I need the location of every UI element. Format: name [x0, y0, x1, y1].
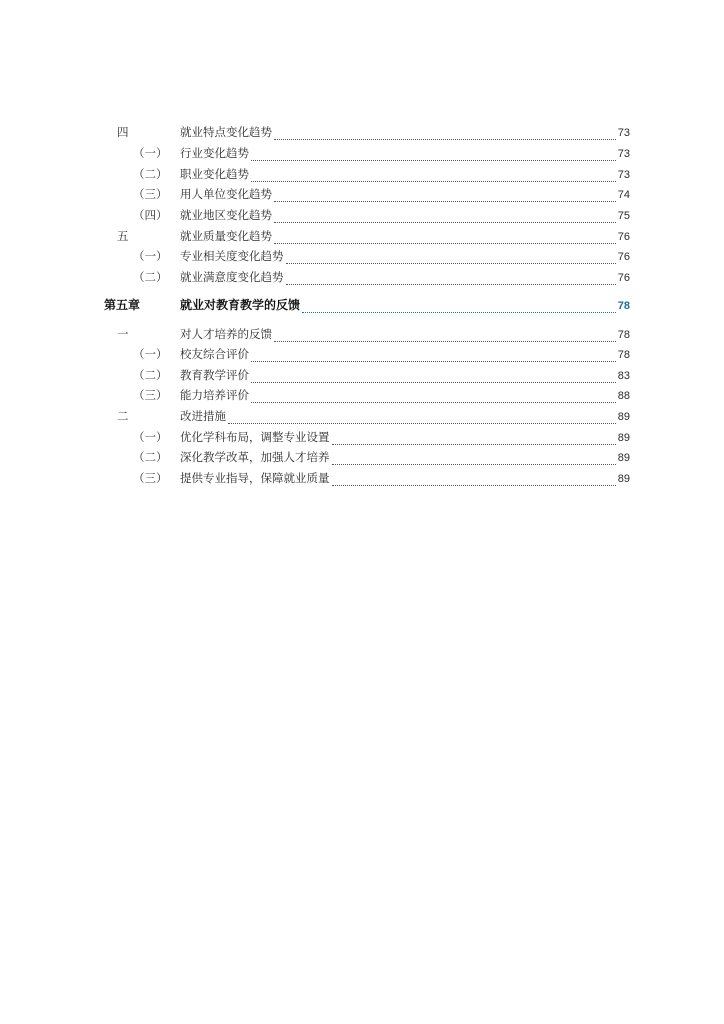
toc-entry-number: （三） — [133, 471, 168, 485]
toc-entry-page: 73 — [617, 127, 630, 139]
dot-leader — [274, 233, 616, 244]
toc-entry-page: 88 — [617, 390, 630, 402]
toc-entry-title: 就业特点变化趋势 — [180, 125, 272, 139]
dot-leader — [251, 171, 616, 182]
toc-entry-page: 73 — [617, 169, 630, 181]
toc-chapter-page: 78 — [617, 300, 630, 312]
toc-entry-title: 就业质量变化趋势 — [180, 229, 272, 243]
toc-entry-number: （三） — [133, 388, 168, 402]
toc-entry-section-1[interactable] — [0, 325, 724, 343]
toc-entry-title: 教育教学评价 — [180, 368, 249, 382]
dot-leader — [274, 331, 616, 342]
toc-entry-number: （一） — [133, 146, 168, 160]
toc-entry-5-2[interactable] — [0, 268, 724, 286]
toc-entry-title: 深化教学改革，加强人才培养 — [180, 450, 330, 464]
toc-entry-page: 89 — [617, 432, 630, 444]
toc-entry-number: （二） — [133, 270, 168, 284]
toc-entry-page: 89 — [617, 473, 630, 485]
toc-entry-title: 校友综合评价 — [180, 347, 249, 361]
toc-entry-1-2[interactable] — [0, 366, 724, 384]
toc-entry-title: 对人才培养的反馈 — [180, 327, 272, 341]
toc-entry-number: （二） — [133, 167, 168, 181]
dot-leader — [251, 372, 616, 383]
toc-entry-page: 76 — [617, 231, 630, 243]
toc-entry-section-4[interactable] — [0, 123, 724, 141]
toc-entry-2-2[interactable] — [0, 448, 724, 466]
toc-entry-page: 75 — [617, 210, 630, 222]
toc-entry-page: 78 — [617, 349, 630, 361]
toc-entry-section-5[interactable] — [0, 227, 724, 245]
toc-entry-title: 就业满意度变化趋势 — [180, 270, 284, 284]
toc-entry-title: 用人单位变化趋势 — [180, 187, 272, 201]
toc-entry-page: 78 — [617, 329, 630, 341]
toc-entry-chapter-5[interactable] — [0, 296, 724, 314]
toc-entry-number: 二 — [117, 409, 129, 423]
toc-entry-4-4[interactable] — [0, 206, 724, 224]
dot-leader — [286, 274, 616, 285]
toc-entry-title: 改进措施 — [180, 409, 226, 423]
toc-entry-number: （一） — [133, 249, 168, 263]
toc-entry-section-2[interactable] — [0, 407, 724, 425]
dot-leader — [274, 129, 616, 140]
toc-entry-number: （一） — [133, 430, 168, 444]
toc-entry-title: 就业地区变化趋势 — [180, 208, 272, 222]
toc-entry-title: 能力培养评价 — [180, 388, 249, 402]
dot-leader — [251, 392, 616, 403]
toc-entry-title: 行业变化趋势 — [180, 146, 249, 160]
toc-entry-4-2[interactable] — [0, 165, 724, 183]
dot-leader — [302, 302, 616, 313]
toc-entry-page: 89 — [617, 452, 630, 464]
toc-entry-2-1[interactable] — [0, 428, 724, 446]
toc-chapter-number: 第五章 — [104, 298, 141, 312]
toc-entry-number: 四 — [117, 125, 129, 139]
dot-leader — [332, 475, 616, 486]
toc-entry-number: （二） — [133, 368, 168, 382]
toc-entry-4-1[interactable] — [0, 144, 724, 162]
toc-entry-page: 89 — [617, 411, 630, 423]
toc-entry-number: 五 — [117, 229, 129, 243]
dot-leader — [251, 351, 616, 362]
toc-entry-number: 一 — [117, 327, 129, 341]
toc-entry-number: （二） — [133, 450, 168, 464]
toc-entry-number: （一） — [133, 347, 168, 361]
toc-entry-title: 优化学科布局，调整专业设置 — [180, 430, 330, 444]
toc-entry-4-3[interactable] — [0, 185, 724, 203]
toc-entry-page: 76 — [617, 272, 630, 284]
dot-leader — [251, 150, 616, 161]
toc-entry-number: （四） — [133, 208, 168, 222]
toc-entry-number: （三） — [133, 187, 168, 201]
dot-leader — [228, 413, 616, 424]
dot-leader — [286, 253, 616, 264]
toc-entry-page: 83 — [617, 370, 630, 382]
dot-leader — [274, 191, 616, 202]
dot-leader — [274, 212, 616, 223]
toc-entry-5-1[interactable] — [0, 247, 724, 265]
toc-entry-title: 职业变化趋势 — [180, 167, 249, 181]
dot-leader — [332, 454, 616, 465]
toc-entry-title: 专业相关度变化趋势 — [180, 249, 284, 263]
toc-entry-1-1[interactable] — [0, 345, 724, 363]
toc-entry-page: 74 — [617, 189, 630, 201]
toc-entry-1-3[interactable] — [0, 386, 724, 404]
dot-leader — [332, 434, 616, 445]
toc-entry-title: 提供专业指导，保障就业质量 — [180, 471, 330, 485]
toc-chapter-title: 就业对教育教学的反馈 — [180, 298, 301, 312]
toc-entry-2-3[interactable] — [0, 469, 724, 487]
toc-entry-page: 76 — [617, 251, 630, 263]
toc-entry-page: 73 — [617, 148, 630, 160]
